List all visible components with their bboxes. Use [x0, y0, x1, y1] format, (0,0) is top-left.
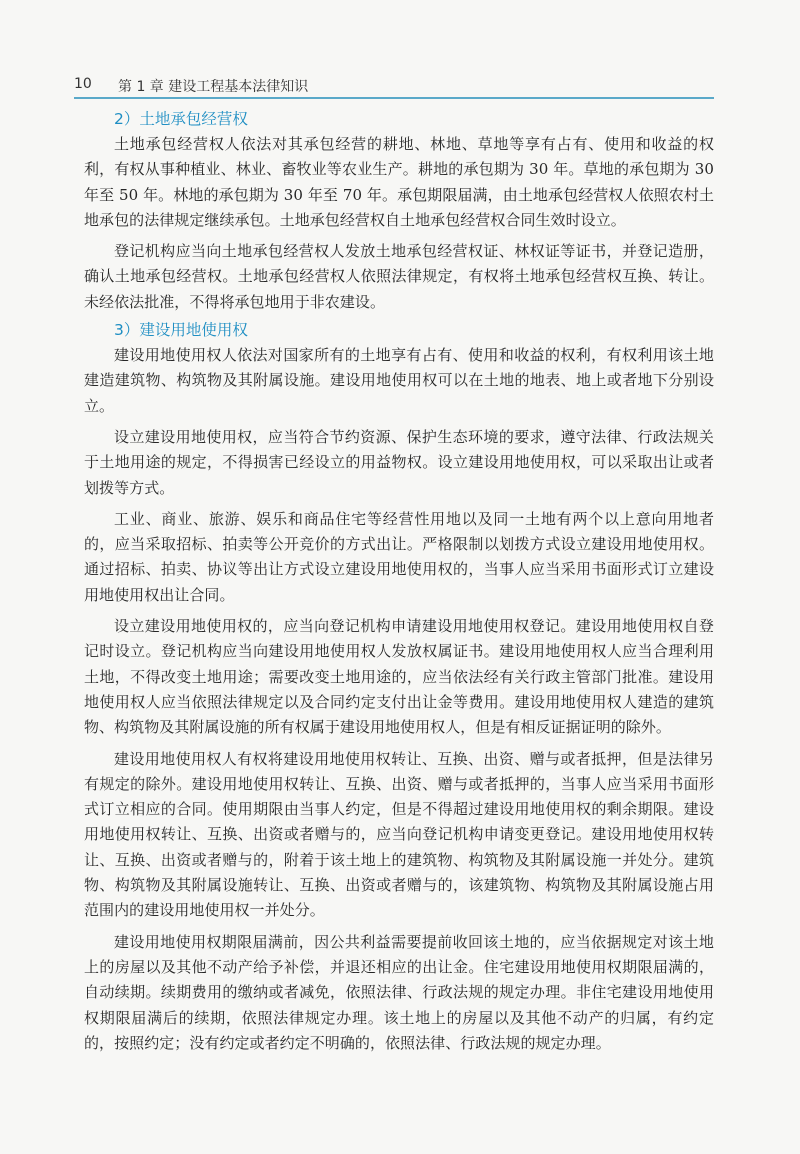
section-heading-land-contract: 2）土地承包经营权: [114, 110, 248, 128]
paragraph: 建设用地使用权人依法对国家所有的土地享有占有、使用和收益的权利，有权利用该土地建造建筑物、构筑物及其附属设施。建设用地使用权可以在土地的地表、地上或者地下分别设立。: [84, 346, 714, 415]
paragraph: 工业、商业、旅游、娱乐和商品住宅等经营性用地以及同一土地有两个以上意向用地者的，应当采取招标、拍卖等公开竞价的方式出让。严格限制以划拨方式设立建设用地使用权。通过招标、拍卖、协议等出让方式设立建设用地使用权的，当事人应当采用书面形式订立建设用地使用权出让合同。: [84, 509, 714, 604]
paragraph: 建设用地使用权人有权将建设用地使用权转让、互换、出资、赠与或者抵押，但是法律另有规定的除外。建设用地使用权转让、互换、出资、赠与或者抵押的，当事人应当采用书面形式订立相应的合同。使用期限由当事人约定，但是不得超过建设用地使用权的剩余期限。建设用地使用权转让、互换、出资或者赠与的，应当向登记机构申请变更登记。建设用地使用权转让、互换、出资或者赠与的，附着于该土地上的建筑物、构筑物及其附属设施一并处分。建筑物、构筑物及其附属设施转让、互换、出资或者赠与的，该建筑物、构筑物及其附属设施占用范围内的建设用地使用权一并处分。: [84, 749, 714, 920]
body-text: [84, 104, 714, 1056]
paragraph: 土地承包经营权人依法对其承包经营的耕地、林地、草地等享有占有、使用和收益的权利，有权从事种植业、林业、畜牧业等农业生产。耕地的承包期为 30 年。草地的承包期为 30 年至 50 年。林地的承包期为 30 年至 70 年。承包期限届满，由土地承包经营权人依照农村土地承包的法律规定继续承包。土地承包经营权自土地承包经营权合同生效时设立。: [84, 135, 714, 229]
paragraph: 设立建设用地使用权，应当符合节约资源、保护生态环境的要求，遵守法律、行政法规关于土地用途的规定，不得损害已经设立的用益物权。设立建设用地使用权，可以采取出让或者划拨等方式。: [84, 427, 714, 497]
section-heading-construction-land: 3）建设用地使用权: [114, 321, 248, 340]
paragraph: 建设用地使用权期限届满前，因公共利益需要提前收回该土地的，应当依据规定对该土地上的房屋以及其他不动产给予补偿，并退还相应的出让金。住宅建设用地使用权期限届满的，自动续期。续期费用的缴纳或者减免，依照法律、行政法规的规定办理。非住宅建设用地使用权期限届满后的续期，依照法律规定办理。该土地上的房屋以及其他不动产的归属，有约定的，按照约定；没有约定或者约定不明确的，依照法律、行政法规的规定办理。: [84, 932, 714, 1052]
page-header: [74, 72, 714, 96]
paragraph: 设立建设用地使用权的，应当向登记机构申请建设用地使用权登记。建设用地使用权自登记时设立。登记机构应当向建设用地使用权人发放权属证书。建设用地使用权人应当合理利用土地，不得改变土地用途；需要改变土地用途的，应当依法经有关行政主管部门批准。建设用地使用权人应当依照法律规定以及合同约定支付出让金等费用。建设用地使用权人建造的建筑物、构筑物及其附属设施的所有权属于建设用地使用权人，但是有相反证据证明的除外。: [84, 617, 714, 737]
chapter-title: 第 1 章 建设工程基本法律知识: [118, 79, 309, 95]
paragraph: 登记机构应当向土地承包经营权人发放土地承包经营权证、林权证等证书，并登记造册，确认土地承包经营权。土地承包经营权人依照法律规定，有权将土地承包经营权互换、转让。未经依法批准，不得将承包地用于非农建设。: [84, 242, 714, 311]
header-divider: [74, 97, 714, 99]
page-number: 10: [74, 76, 92, 92]
